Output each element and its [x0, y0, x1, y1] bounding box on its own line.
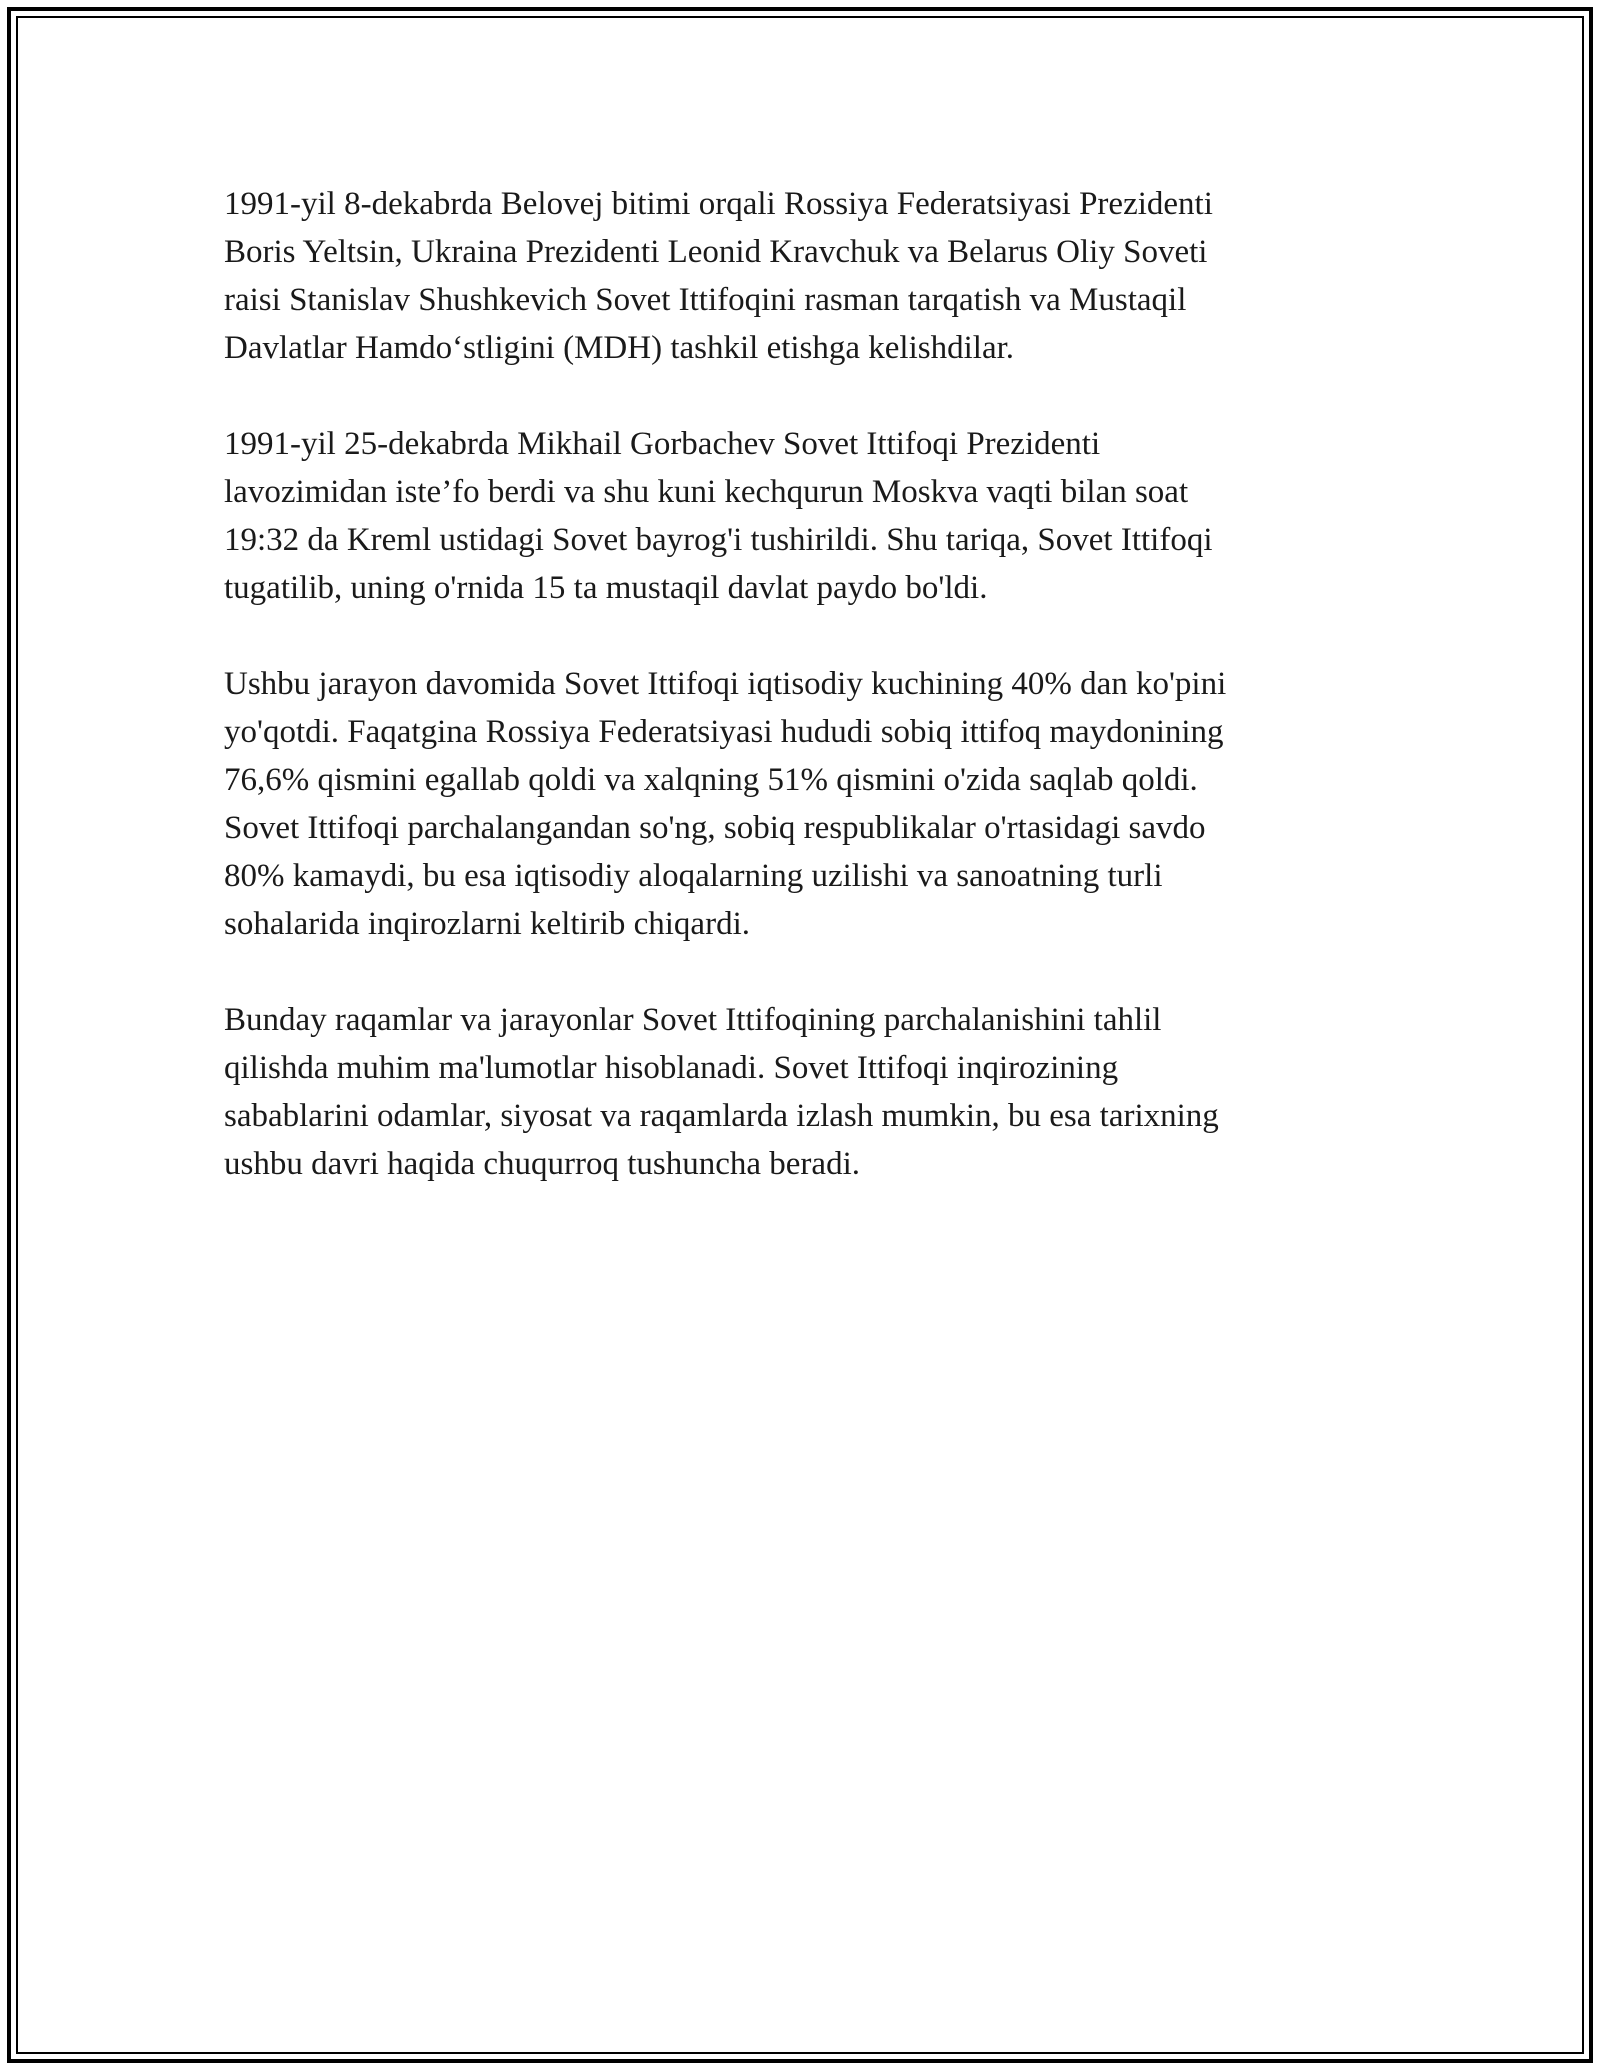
document-body: [224, 180, 1374, 1236]
paragraph-gorbachev-resignation: 1991-yil 25-dekabrda Mikhail Gorbachev Sovet Ittifoqi Prezidenti lavozimidan iste’fo berdi va shu kuni kechqurun Moskva vaqti bilan soat 19:32 da Kreml ustidagi Sovet bayrog'i tushirildi. Shu tariqa, Sovet Ittifoqi tugatilib, uning o'rnida 15 ta mustaqil davlat paydo bo'ldi.: [224, 426, 1213, 606]
paragraph-belovej-agreement: 1991-yil 8-dekabrda Belovej bitimi orqali Rossiya Federatsiyasi Prezidenti Boris Yeltsin, Ukraina Prezidenti Leonid Kravchuk va Belarus Oliy Soveti raisi Stanislav Shushkevich Sovet Ittifoqini rasman tarqatish va Mustaqil Davlatlar Hamdo‘stligini (MDH) tashkil etishga kelishdilar.: [224, 186, 1213, 366]
paragraph-conclusion: Bunday raqamlar va jarayonlar Sovet Ittifoqining parchalanishini tahlil qilishda muhim ma'lumotlar hisoblanadi. Sovet Ittifoqi inqirozining sabablarini odamlar, siyosat va raqamlarda izlash mumkin, bu esa tarixning ushbu davri haqida chuqurroq tushuncha beradi.: [224, 1002, 1219, 1182]
paragraph-economic-losses: Ushbu jarayon davomida Sovet Ittifoqi iqtisodiy kuchining 40% dan ko'pini yo'qotdi. Faqatgina Rossiya Federatsiyasi hududi sobiq ittifoq maydonining 76,6% qismini egallab qoldi va xalqning 51% qismini o'zida saqlab qoldi. Sovet Ittifoqi parchalangandan so'ng, sobiq respublikalar o'rtasidagi savdo 80% kamaydi, bu esa iqtisodiy aloqalarning uzilishi va sanoatning turli sohalarida inqirozlarni keltirib chiqardi.: [224, 666, 1227, 942]
